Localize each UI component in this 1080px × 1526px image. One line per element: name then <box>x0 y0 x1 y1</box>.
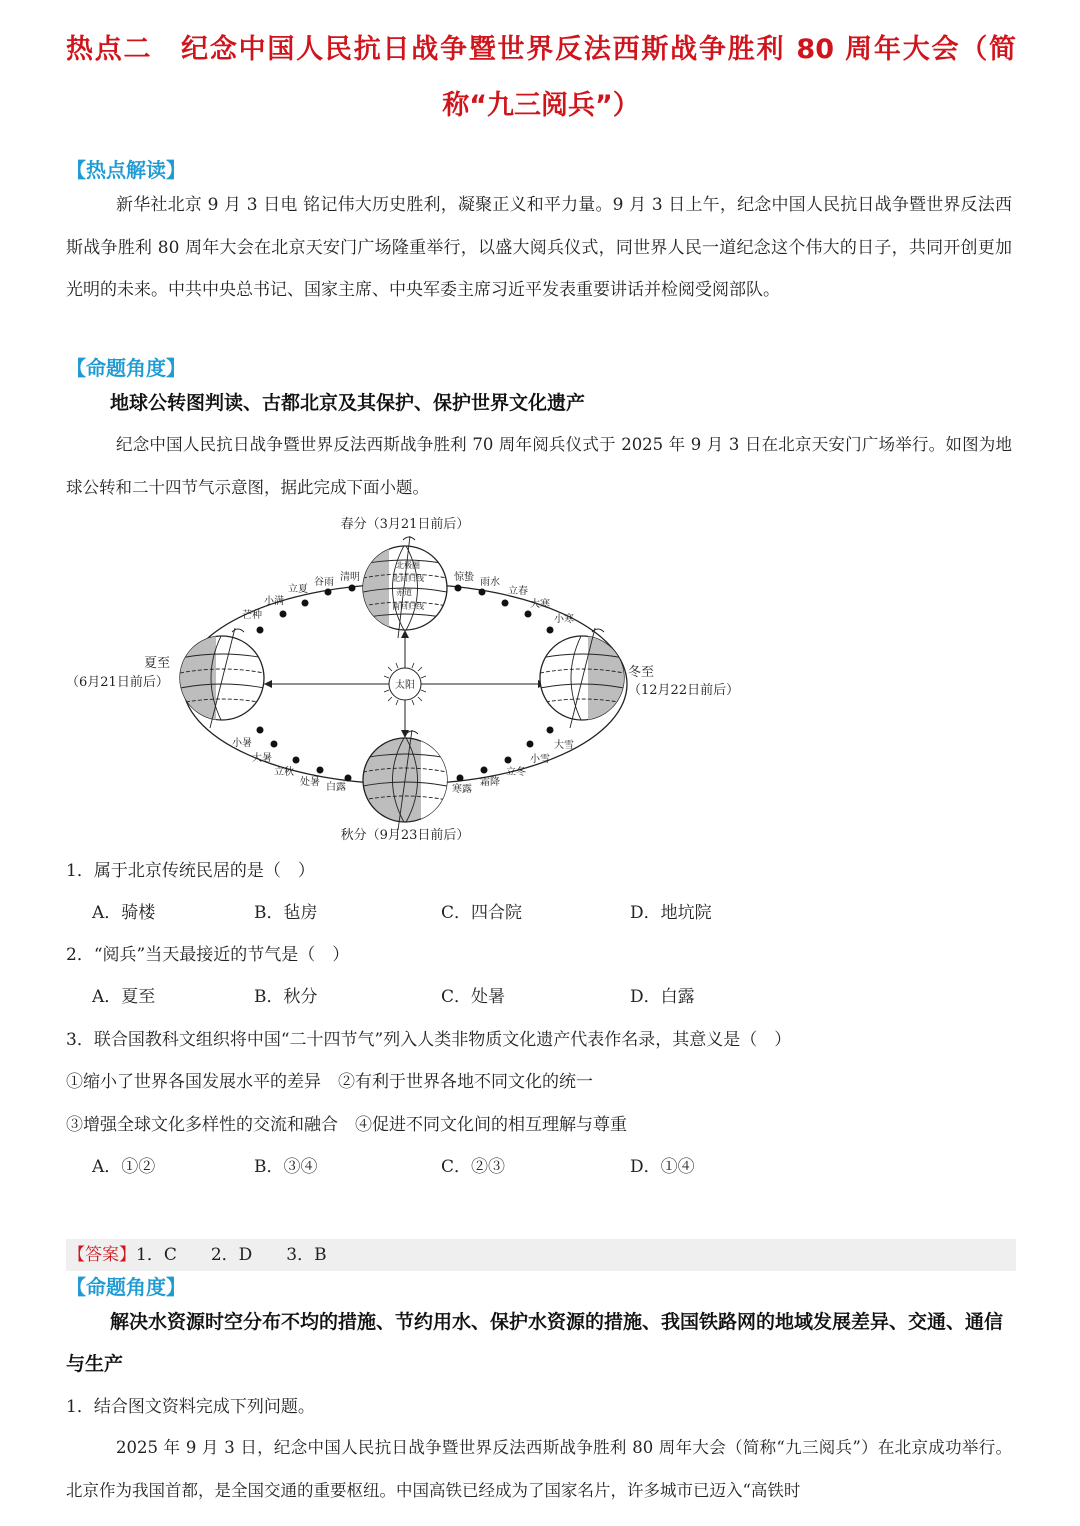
term-chushu: 处暑 <box>300 777 320 788</box>
winter-solstice-label: 冬至 <box>628 665 655 680</box>
section-angle-2: 【命题角度】 <box>66 1275 186 1299</box>
term-mangzhong: 芒种 <box>242 610 262 621</box>
globe-label-tropic-s: 南回归线 <box>392 602 424 611</box>
topic-1-paragraph: 纪念中国人民抗日战争暨世界反法西斯战争胜利 70 周年阅兵仪式于 2025 年 9 月 3 日在北京天安门广场举行。如图为地球公转和二十四节气示意图，据此完成下面小题。 <box>66 435 1012 497</box>
term-guyu: 谷雨 <box>314 577 334 588</box>
globe-label-arctic: 北极圈 <box>396 561 420 570</box>
term-dahan: 大寒 <box>530 599 550 610</box>
term-lichun: 立春 <box>508 586 528 597</box>
term-xiaohan: 小寒 <box>554 614 574 625</box>
question-1-stem: 1．属于北京传统民居的是（ ） <box>66 861 315 881</box>
term-xiaoshu: 小暑 <box>232 738 252 749</box>
final-paragraph: 2025 年 9 月 3 日，纪念中国人民抗日战争暨世界反法西斯战争胜利 80 周年大会（简称“九三阅兵”）在北京成功举行。北京作为我国首都，是全国交通的重要枢纽。中国高铁已经成为了国家名片，许多城市已迈入“高铁时 <box>66 1438 1012 1500</box>
q-next-stem: 1．结合图文资料完成下列问题。 <box>66 1397 315 1417</box>
title-line-1: 热点二 纪念中国人民抗日战争暨世界反法西斯战争胜利 80 周年大会（简 <box>66 34 1016 65</box>
q2-option-b: B．秋分 <box>254 987 318 1007</box>
term-shuangjiang: 霜降 <box>480 777 500 788</box>
term-jingzhe: 惊蛰 <box>454 572 474 583</box>
autumn-equinox-label: 秋分（9月23日前后） <box>340 828 470 843</box>
section-interpretation: 【热点解读】 <box>66 158 186 182</box>
earth-orbit-diagram <box>60 508 760 848</box>
term-lixia: 立夏 <box>288 584 308 595</box>
term-hanlu: 寒露 <box>452 784 472 795</box>
q3-option-b: B．③④ <box>254 1157 318 1177</box>
answer-bar <box>66 1239 1016 1271</box>
section-angle-1: 【命题角度】 <box>66 356 186 380</box>
globe-winter <box>540 628 739 728</box>
answer-label: 【答案】 <box>68 1245 136 1265</box>
q1-option-d: D．地坑院 <box>630 903 712 923</box>
globe-label-equator: 赤道 <box>396 588 412 597</box>
q2-option-d: D．白露 <box>630 987 695 1007</box>
q3-statements-2: ③增强全球文化多样性的交流和融合 ④促进不同文化间的相互理解与尊重 <box>66 1115 627 1135</box>
q2-option-a: A．夏至 <box>92 987 156 1007</box>
summer-solstice-label: 夏至 <box>144 656 171 671</box>
topic-2-heading: 解决水资源时空分布不均的措施、节约用水、保护水资源的措施、我国铁路网的地域发展差异、交通、通信与生产 <box>66 1311 1004 1375</box>
q3-option-a: A．①② <box>92 1157 156 1177</box>
globe-autumn <box>341 730 470 843</box>
term-yushui: 雨水 <box>480 577 500 588</box>
q2-option-c: C．处暑 <box>441 987 506 1007</box>
term-bailu: 白露 <box>326 782 346 793</box>
sun-label: 太阳 <box>395 680 415 691</box>
term-xiaoman: 小满 <box>264 596 284 607</box>
term-lidong: 立冬 <box>506 767 526 778</box>
answer-values: 1．C 2．D 3．B <box>136 1245 327 1265</box>
q1-option-a: A．骑楼 <box>92 903 156 923</box>
spring-equinox-label: 春分（3月21日前后） <box>340 517 470 532</box>
q1-option-c: C．四合院 <box>441 903 523 923</box>
q3-option-d: D．①④ <box>630 1157 695 1177</box>
q3-statements-1: ①缩小了世界各国发展水平的差异 ②有利于世界各地不同文化的统一 <box>66 1072 593 1092</box>
q3-option-c: C．②③ <box>441 1157 506 1177</box>
summer-solstice-date: （6月21日前后） <box>66 675 169 690</box>
title-line-2: 称“九三阅兵”） <box>442 90 640 121</box>
topic-1-heading: 地球公转图判读、古都北京及其保护、保护世界文化遗产 <box>110 392 586 414</box>
term-daxue: 大雪 <box>554 740 574 751</box>
term-xiaoxue: 小雪 <box>530 754 550 765</box>
term-liqiu: 立秋 <box>274 767 294 778</box>
intro-paragraph: 新华社北京 9 月 3 日电 铭记伟大历史胜利，凝聚正义和平力量。9 月 3 日上午，纪念中国人民抗日战争暨世界反法西斯战争胜利 80 周年大会在北京天安门广场隆重举行，以盛大阅兵仪式，同世界人民一道纪念这个伟大的日子，共同开创更加光明的未来。中共中央总书记、国家主席、中央军委主席习近平发表重要讲话并检阅受阅部队。 <box>66 195 1012 300</box>
page-title <box>66 22 1016 134</box>
question-3-stem: 3．联合国教科文组织将中国“二十四节气”列入人类非物质文化遗产代表作名录，其意义是（ ） <box>66 1030 792 1050</box>
question-2-stem: 2．“阅兵”当天最接近的节气是（ ） <box>66 945 350 965</box>
term-dashu: 大暑 <box>252 753 272 764</box>
q1-option-b: B．毡房 <box>254 903 318 923</box>
globe-summer <box>66 628 264 728</box>
winter-solstice-date: （12月22日前后） <box>628 683 740 698</box>
term-qingming: 清明 <box>340 572 360 583</box>
globe-label-tropic-n: 北回归线 <box>392 574 424 583</box>
